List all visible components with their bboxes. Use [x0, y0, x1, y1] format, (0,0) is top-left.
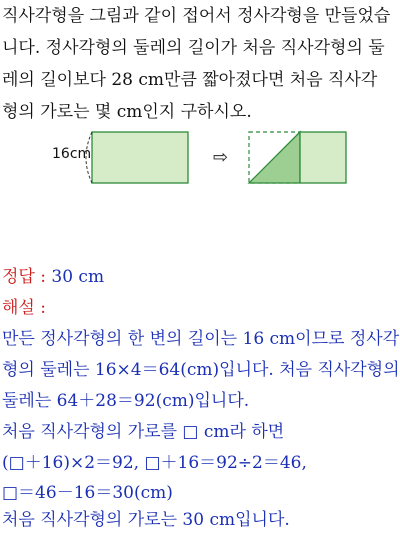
problem-line: 레의 길이보다 28 cm만큼 짧아졌다면 처음 직사각 — [2, 70, 378, 90]
original-rectangle — [92, 132, 188, 183]
answer-label: 정답 : — [2, 267, 46, 287]
explanation-line: 처음 직사각형의 가로를 □ cm라 하면 — [2, 422, 285, 442]
remaining-strip — [300, 132, 346, 183]
explanation-line: 만든 정사각형의 한 변의 길이는 16 cm이므로 정사각 — [2, 329, 400, 349]
folded-triangle — [249, 132, 300, 183]
answer-line — [2, 262, 398, 293]
explanation-line: 형의 둘레는 16×4＝64(cm)입니다. 처음 직사각형의 — [2, 360, 400, 380]
explanation-line: 둘레는 64＋28＝92(cm)입니다. — [2, 391, 250, 411]
side-length-label: 16cm — [52, 146, 92, 162]
explanation-line: □＝46－16＝30(cm) — [2, 483, 173, 503]
explanation-label: 해설 : — [2, 298, 46, 318]
problem-line: 형의 가로는 몇 cm인지 구하시오. — [2, 102, 252, 122]
answer-value: 30 cm — [51, 267, 105, 287]
folding-figure — [0, 128, 400, 188]
problem-line: 직사각형을 그림과 같이 접어서 정사각형을 만들었습 — [2, 6, 391, 26]
folding-diagram — [0, 128, 400, 188]
arrow-icon: ⇨ — [213, 147, 229, 168]
explanation-line: (□＋16)×2＝92, □＋16＝92÷2＝46, — [2, 453, 307, 473]
explanation-line: 처음 직사각형의 가로는 30 cm입니다. — [2, 510, 290, 530]
problem-text — [2, 0, 398, 128]
explanation-label-line — [2, 293, 398, 324]
problem-line: 니다. 정사각형의 둘레의 길이가 처음 직사각형의 둘 — [2, 38, 385, 58]
dimension-brace — [86, 132, 92, 183]
